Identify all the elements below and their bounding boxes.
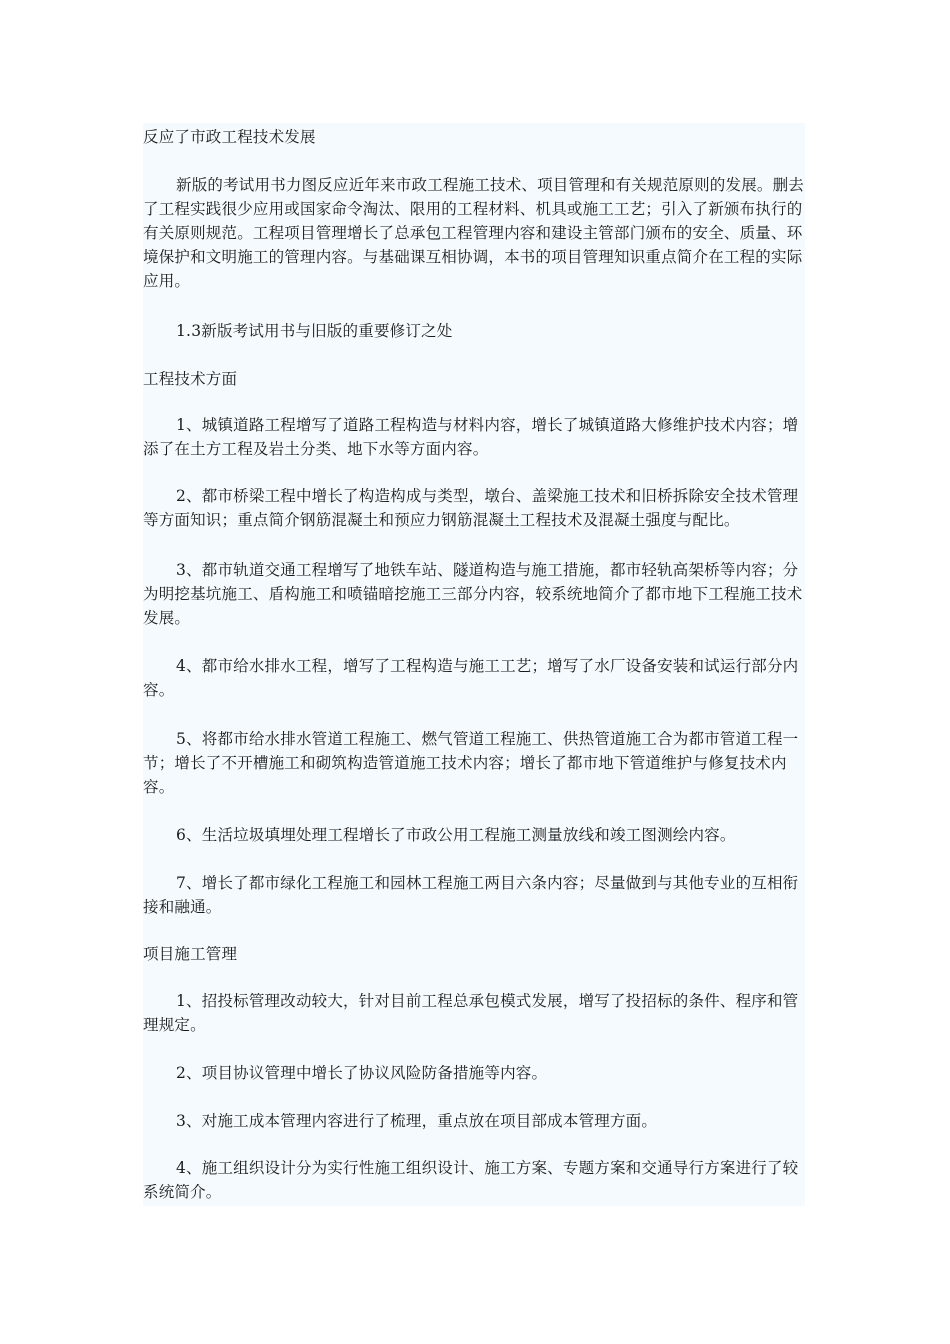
engineering-item: 7、增长了都市绿化工程施工和园林工程施工两目六条内容；尽量做到与其他专业的互相衔接和融通。 — [143, 874, 799, 916]
engineering-item: 5、将都市给水排水管道工程施工、燃气管道工程施工、供热管道施工合为都市管道工程一节；增长了不开槽施工和砌筑构造管道施工技术内容；增长了都市地下管道维护与修复技术内容。 — [143, 730, 799, 796]
engineering-technology-heading: 工程技术方面 — [143, 370, 238, 388]
revisions-heading: 1.3新版考试用书与旧版的重要修订之处 — [176, 322, 453, 340]
engineering-item: 4、都市给水排水工程，增写了工程构造与施工工艺；增写了水厂设备安装和试运行部分内容。 — [143, 657, 799, 699]
management-item: 1、招投标管理改动较大，针对目前工程总承包模式发展，增写了投招标的条件、程序和管理规定。 — [143, 992, 799, 1034]
intro-paragraph: 新版的考试用书力图反应近年来市政工程施工技术、项目管理和有关规范原则的发展。删去了工程实践很少应用或国家命令淘汰、限用的工程材料、机具或施工工艺；引入了新颁布执行的有关原则规范。工程项目管理增长了总承包工程管理内容和建设主管部门颁布的安全、质量、环境保护和文明施工的管理内容。与基础课互相协调，本书的项目管理知识重点简介在工程的实际应用。 — [143, 176, 805, 290]
engineering-item: 6、生活垃圾填埋处理工程增长了市政公用工程施工测量放线和竣工图测绘内容。 — [176, 826, 736, 844]
management-item: 3、对施工成本管理内容进行了梳理，重点放在项目部成本管理方面。 — [176, 1112, 658, 1130]
engineering-item: 1、城镇道路工程增写了道路工程构造与材料内容，增长了城镇道路大修维护技术内容；增添了在土方工程及岩土分类、地下水等方面内容。 — [143, 416, 799, 458]
project-management-heading: 项目施工管理 — [143, 945, 238, 963]
intro-heading: 反应了市政工程技术发展 — [143, 128, 316, 146]
engineering-item: 3、都市轨道交通工程增写了地铁车站、隧道构造与施工措施，都市轻轨高架桥等内容；分为明挖基坑施工、盾构施工和喷锚暗挖施工三部分内容，较系统地简介了都市地下工程施工技术发展。 — [143, 561, 803, 627]
management-item: 4、施工组织设计分为实行性施工组织设计、施工方案、专题方案和交通导行方案进行了较系统简介。 — [143, 1159, 799, 1201]
management-item: 2、项目协议管理中增长了协议风险防备措施等内容。 — [176, 1064, 548, 1082]
engineering-item: 2、都市桥梁工程中增长了构造构成与类型，墩台、盖梁施工技术和旧桥拆除安全技术管理等方面知识；重点简介钢筋混凝土和预应力钢筋混凝土工程技术及混凝土强度与配比。 — [143, 487, 799, 529]
document-body — [143, 123, 805, 1206]
